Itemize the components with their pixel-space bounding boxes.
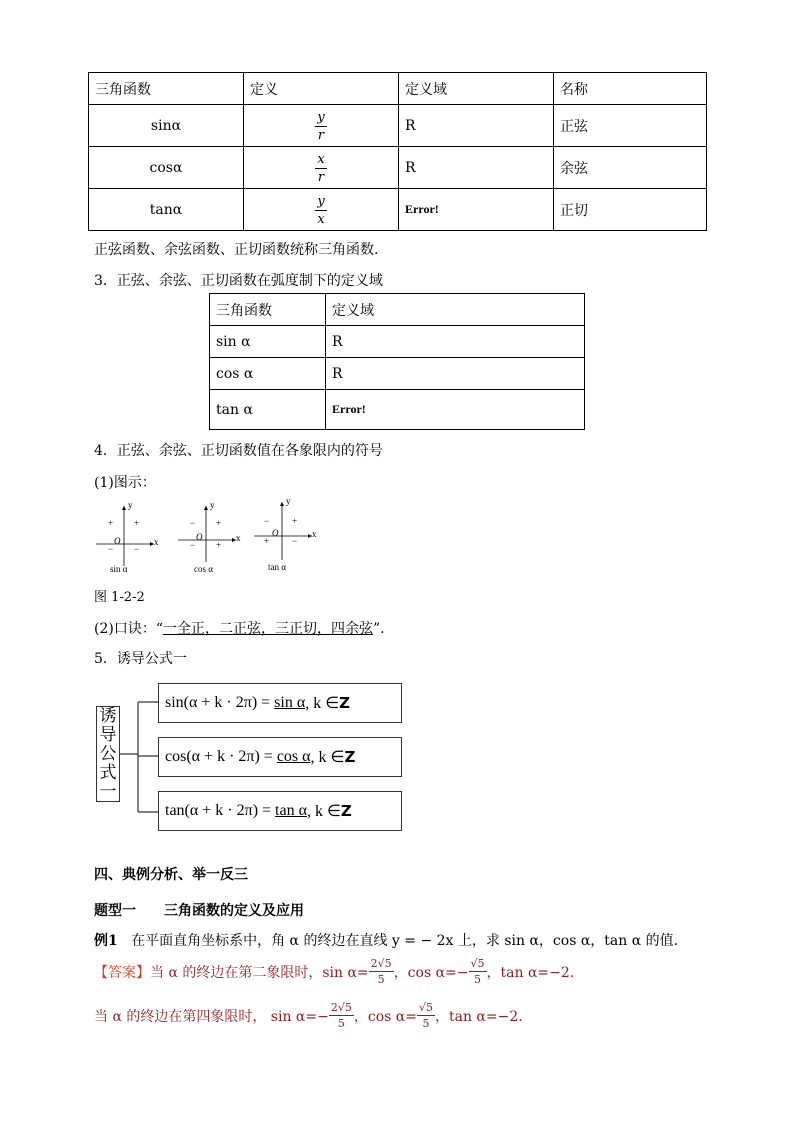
section-4-heading: 4．正弦、余弦、正切函数值在各象限内的符号 (94, 443, 383, 459)
definition-cell (244, 147, 399, 189)
answer-text: ，tan α=−2. (486, 964, 575, 981)
diagram-caption: cos α (194, 564, 213, 574)
example-text: 在平面直角坐标系中，角 α 的终边在直线 y = − 2x 上，求 sin α，cos α，tan α 的值． (131, 933, 688, 949)
formula-lhs: cos(α + k · 2π) = (165, 748, 273, 765)
quadrant-diagram-cos (174, 500, 244, 580)
figure-caption: 图 1-2-2 (94, 590, 145, 605)
quadrant-2-sign: − (190, 518, 196, 528)
function-cell: sinα (89, 105, 244, 147)
formula-lhs: tan(α + k · 2π) = (165, 802, 272, 819)
formula-rest: , k ∈ (306, 803, 341, 820)
function-cell: cos α (210, 358, 326, 390)
x-axis-label: x (154, 537, 159, 547)
formula-answer: cos α (276, 748, 311, 765)
label-char: 公 (99, 743, 117, 764)
function-cell: sin α (210, 326, 326, 358)
origin-label: O (114, 536, 121, 546)
quadrant-4-sign: − (134, 544, 140, 554)
table-row (210, 358, 585, 390)
answer-fraction: $\frac{2√5}{5}$ (330, 1001, 352, 1030)
domain-cell: R (326, 358, 585, 390)
answer-line-2 (94, 1002, 523, 1029)
definition-fraction: $\frac{y}{r}$ (317, 110, 325, 143)
definition-fraction: $\frac{y}{x}$ (317, 194, 325, 227)
type-1-heading (94, 900, 304, 920)
name-cell: 余弦 (554, 147, 707, 189)
header-cell: 定义域 (326, 294, 585, 326)
formula-lhs: sin(α + k · 2π) = (165, 694, 271, 711)
answer-text: ，cos α= (353, 1008, 417, 1025)
table-row (210, 326, 585, 358)
definition-cell (244, 105, 399, 147)
quadrant-4-sign: − (292, 536, 298, 546)
answer-text: ，tan α=−2. (434, 1008, 523, 1025)
answer-tag: 【答案】 (94, 964, 150, 981)
label-char: 诱 (99, 705, 117, 726)
answer-text: ，cos α=− (393, 964, 469, 981)
quadrant-3-sign: − (190, 540, 196, 550)
y-axis-label: y (210, 500, 215, 510)
quadrant-2-sign: + (108, 518, 114, 528)
label-char: 式 (99, 762, 117, 783)
domain-cell: Error! (326, 390, 585, 430)
answer-fraction: $\frac{√5}{5}$ (418, 1001, 433, 1030)
quadrant-1-sign: + (292, 516, 298, 526)
name-cell: 正切 (554, 189, 707, 231)
definition-cell (244, 189, 399, 231)
label-char: 一 (99, 781, 117, 802)
mnemonic-text: 一全正，二正弦，三正切，四余弦 (163, 621, 373, 637)
diagram-caption: sin α (110, 564, 128, 574)
mnemonic-line (94, 618, 385, 638)
table-row (210, 390, 585, 430)
domain-cell: R (326, 326, 585, 358)
summary-text: 正弦函数、余弦函数、正切函数统称三角函数. (94, 242, 379, 258)
quadrant-1-sign: + (216, 518, 222, 528)
formula-answer: sin α (274, 694, 306, 711)
section-5-heading: 5．诱导公式一 (94, 651, 187, 667)
quadrant-diagram-sin (92, 500, 162, 580)
name-cell: 正弦 (554, 105, 707, 147)
header-cell: 定义 (244, 73, 399, 105)
table-row (89, 147, 707, 189)
answer-text: 当 α 的终边在第四象限时， sin α=− (94, 1008, 329, 1025)
answer-fraction: $\frac{2√5}{5}$ (370, 957, 392, 986)
quadrant-4-sign: + (216, 540, 222, 550)
integer-set: Z (340, 802, 352, 820)
trig-definition-table (88, 72, 707, 231)
y-axis-label: y (286, 496, 291, 506)
quadrant-diagram-tan (250, 498, 320, 578)
quadrant-3-sign: − (108, 544, 114, 554)
header-cell: 三角函数 (89, 73, 244, 105)
origin-label: O (196, 532, 203, 542)
function-cell: cosα (89, 147, 244, 189)
section-heading-4: 四、典例分析、举一反三 (94, 867, 248, 883)
formula-cos (158, 737, 402, 777)
type-title: 三角函数的定义及应用 (164, 903, 304, 919)
domain-cell: R (399, 147, 554, 189)
table-row (89, 189, 707, 231)
formula-sin (158, 683, 402, 723)
integer-set: Z (344, 748, 356, 766)
answer-line-1 (94, 958, 574, 985)
formula-answer: tan α (275, 802, 307, 819)
origin-label: O (272, 528, 279, 538)
label-char: 导 (99, 724, 117, 745)
quadrant-3-sign: + (264, 536, 270, 546)
y-axis-label: y (128, 500, 133, 510)
domain-cell: Error! (399, 189, 554, 231)
example-1 (94, 930, 688, 950)
header-cell: 定义域 (399, 73, 554, 105)
domain-cell: R (399, 105, 554, 147)
x-axis-label: x (236, 533, 241, 543)
quadrant-2-sign: − (264, 516, 270, 526)
diagram-caption: tan α (268, 562, 286, 572)
bracket-connector-icon (94, 680, 164, 832)
type-label: 题型一 (94, 903, 136, 919)
x-axis-label: x (312, 529, 317, 539)
header-cell: 三角函数 (210, 294, 326, 326)
figure-intro: (1)图示： (94, 475, 156, 491)
formula-rest: , k ∈ (305, 695, 340, 712)
formula-rest: , k ∈ (310, 749, 345, 766)
function-cell: tan α (210, 390, 326, 430)
example-label: 例1 (94, 933, 118, 949)
radian-domain-table (209, 293, 585, 430)
integer-set: Z (339, 694, 351, 712)
answer-fraction: $\frac{√5}{5}$ (470, 957, 485, 986)
mnemonic-suffix: ”. (373, 621, 385, 637)
table-header-row (89, 73, 707, 105)
mnemonic-prefix: (2)口诀：“ (94, 621, 163, 637)
answer-text: 当 α 的终边在第二象限时，sin α= (150, 964, 369, 981)
function-cell: tanα (89, 189, 244, 231)
definition-fraction: $\frac{x}{r}$ (317, 152, 325, 185)
table-row (89, 105, 707, 147)
header-cell: 名称 (554, 73, 707, 105)
table-header-row (210, 294, 585, 326)
section-3-heading: 3．正弦、余弦、正切函数在弧度制下的定义域 (94, 273, 383, 289)
formula-tan (158, 791, 402, 831)
quadrant-1-sign: + (134, 518, 140, 528)
